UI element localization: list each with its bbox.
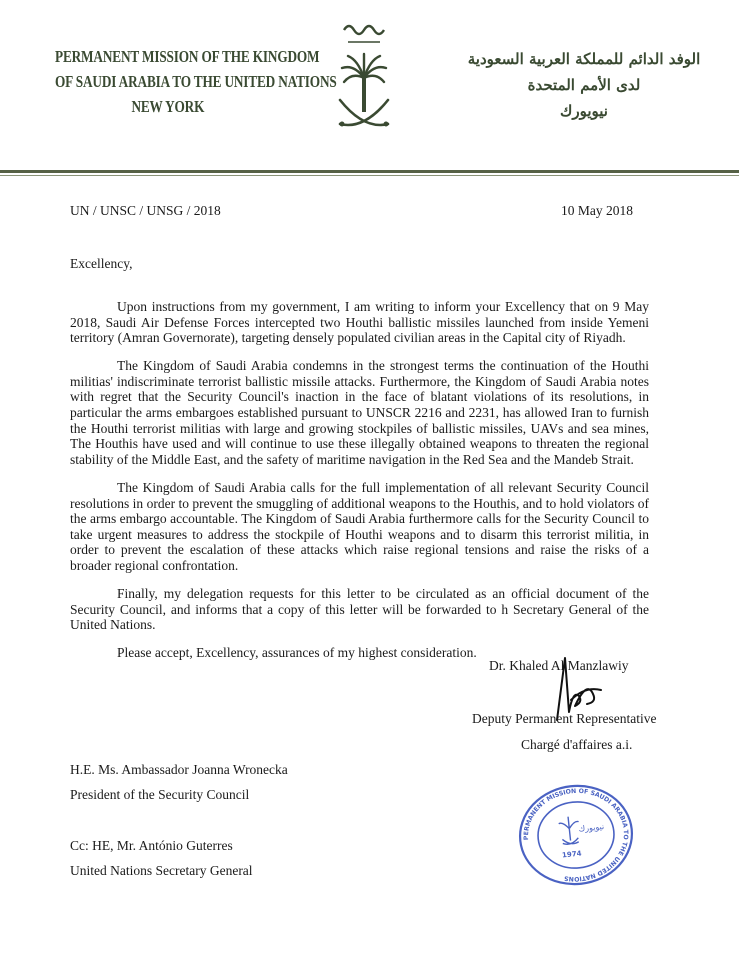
cc-name: Cc: HE, Mr. António Guterres bbox=[70, 838, 233, 853]
letterhead bbox=[0, 0, 739, 180]
mission-name-line2: OF SAUDI ARABIA TO THE UNITED NATIONS bbox=[55, 72, 337, 91]
signatory-role: Chargé d'affaires a.i. bbox=[521, 737, 633, 752]
letter-date: 10 May 2018 bbox=[561, 203, 633, 218]
signatory-title: Deputy Permanent Representative bbox=[472, 711, 657, 726]
mission-name-english bbox=[55, 44, 337, 119]
body-paragraph: The Kingdom of Saudi Arabia calls for the full implementation of all relevant Security Council resolutions in order to prevent the smuggling of additional weapons to the Houthis, and to hold violators of the arms embargo accountable. The Kingdom of Saudi Arabia furthermore calls for the Security Council to take urgent measures to address the stockpile of Houthi weapons and to disarm this terrorist militia, in order to prevent the escalation of these attacks which raise regional tensions and raise the risks of a broader regional confrontation. bbox=[70, 479, 649, 573]
cc-title: United Nations Secretary General bbox=[70, 863, 253, 878]
mission-name-arabic bbox=[459, 46, 709, 124]
mission-name-line1: PERMANENT MISSION OF THE KINGDOM bbox=[55, 47, 320, 66]
mission-name-arabic-line2: لدى الأمم المتحدة bbox=[527, 76, 641, 94]
saudi-emblem-icon bbox=[334, 18, 394, 138]
body-paragraph: Upon instructions from my government, I am writing to inform your Excellency that on 9 May 2018, Saudi Air Defense Forces intercepted two Houthi ballistic missiles launched from inside Yemeni territory (Amran Governorate), targeting densely populated civilian areas in the Capital city of Riyadh. bbox=[70, 299, 649, 346]
svg-text:PERMANENT MISSION OF SAUDI ARA bbox=[518, 783, 633, 888]
letter-body bbox=[70, 299, 649, 673]
letter-reference: UN / UNSC / UNSG / 2018 bbox=[70, 203, 221, 218]
letterhead-divider-thin bbox=[0, 175, 739, 176]
closing-paragraph: Please accept, Excellency, assurances of my highest consideration. bbox=[117, 645, 477, 661]
letterhead-divider bbox=[0, 170, 739, 173]
stamp-ring-text: PERMANENT MISSION OF SAUDI ARABIA TO THE UNITED NATIONS bbox=[523, 787, 630, 883]
body-paragraph: The Kingdom of Saudi Arabia condemns in the strongest terms the continuation of the Houthi militias' indiscriminate terrorist ballistic missile attacks. Furthermore, the Kingdom of Saudi Arabia notes with regret that the Security Council's inaction in the face of blatant violations of its resolutions, in particular the arms embargoes established pursuant to UNSCR 2216 and 2231, has allowed Iran to furnish the Houthi terrorist militias with large and growing stockpiles of ballistic missiles, UAVs and sea mines, The Houthis have used and will continue to use these illegally obtained weapons to threaten the regional stability of the Middle East, and the safety of maritime navigation in the Red Sea and the Mandeb Strait. bbox=[70, 358, 649, 467]
body-paragraph: Finally, my delegation requests for this letter to be circulated as an official document of the Security Council, and informs that a copy of this letter will be forwarded to h Secretary General of the United Nations. bbox=[70, 586, 649, 633]
mission-name-arabic-line3: نيويورك bbox=[560, 102, 608, 120]
salutation: Excellency, bbox=[70, 256, 133, 271]
official-stamp-icon bbox=[516, 782, 636, 888]
stamp-center-text: نيويورك bbox=[578, 822, 605, 834]
stamp-year: 1974 bbox=[561, 849, 582, 860]
mission-name-arabic-line1: الوفد الدائم للمملكة العربية السعودية bbox=[467, 50, 701, 68]
mission-city: NEW YORK bbox=[131, 97, 205, 116]
addressee-name: H.E. Ms. Ambassador Joanna Wronecka bbox=[70, 762, 288, 777]
addressee-title: President of the Security Council bbox=[70, 787, 250, 802]
signatory-name: Dr. Khaled Al Manzlawiy bbox=[489, 658, 629, 673]
